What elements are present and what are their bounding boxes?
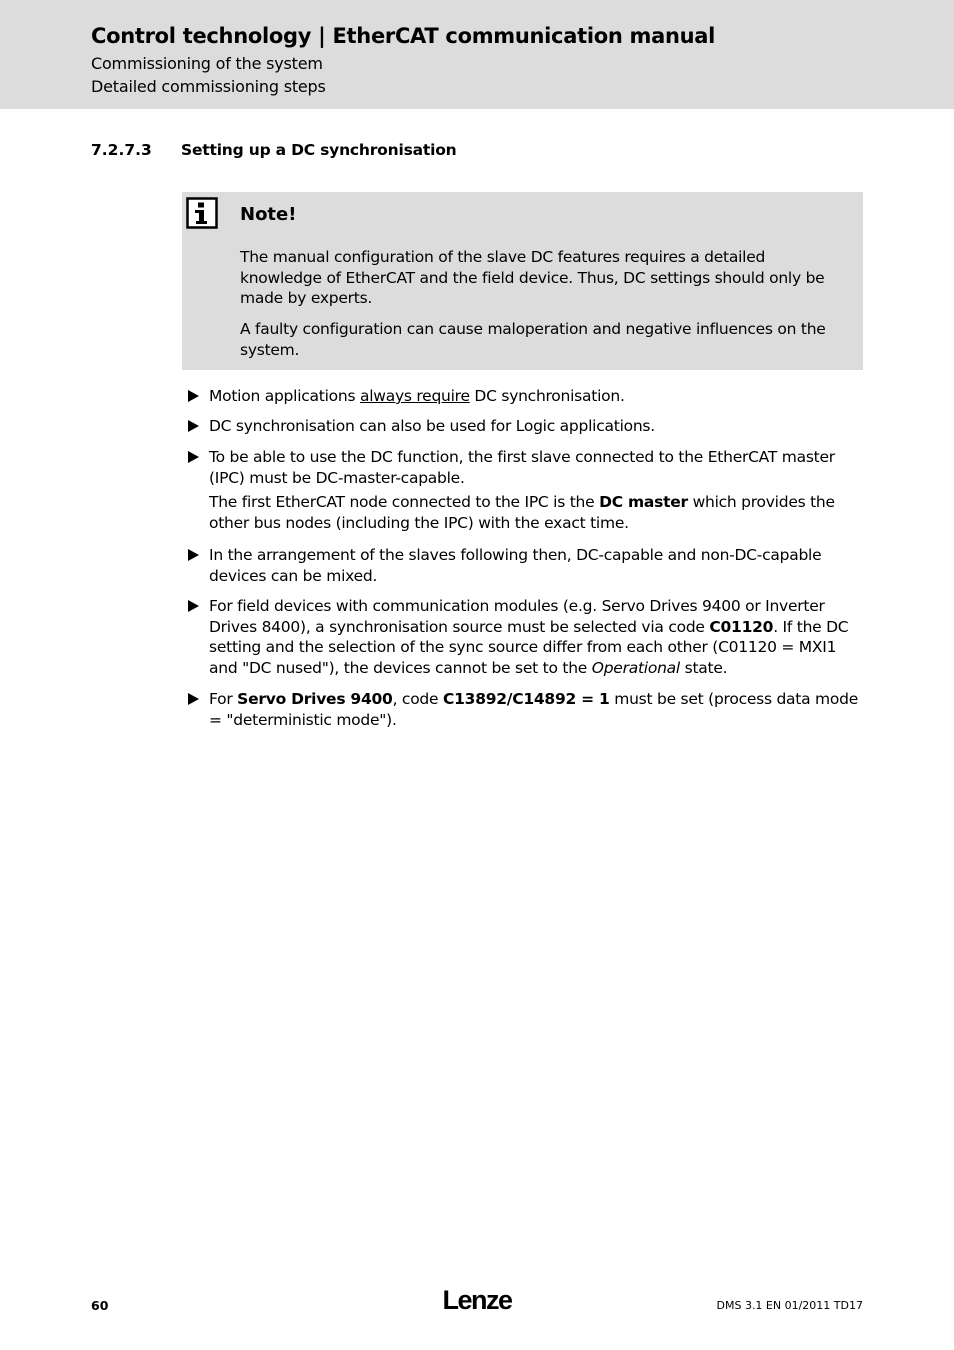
page-number: 60 <box>91 1298 109 1313</box>
breadcrumb-chapter: Commissioning of the system <box>91 54 323 73</box>
section-number: 7.2.7.3 <box>91 141 152 159</box>
info-icon <box>186 197 218 229</box>
section-title: Setting up a DC synchronisation <box>181 141 457 159</box>
note-heading: Note! <box>240 204 297 225</box>
bullet-text: DC synchronisation can also be used for Logic applications. <box>209 417 655 435</box>
list-item <box>187 689 867 730</box>
document-id: DMS 3.1 EN 01/2011 TD17 <box>716 1299 863 1312</box>
bullet-subtext: The first EtherCAT node connected to the IPC is the DC master which provides the other bus nodes (including the IPC) with the exact time. <box>209 493 835 533</box>
note-box <box>182 192 863 370</box>
bullet-arrow-icon <box>188 600 199 612</box>
breadcrumb-section: Detailed commissioning steps <box>91 77 326 96</box>
page-header <box>0 0 954 109</box>
bullet-text: For field devices with communication modules (e.g. Servo Drives 9400 or Inverter Drives 8400), a synchronisation source must be selected via code C01120. If the DC setting and the selection of the sync source differ from each other (C01120 = MXI1 and "DC nused"), the devices cannot be set to the Operational state. <box>209 597 849 678</box>
bullet-text: For Servo Drives 9400, code C13892/C14892 = 1 must be set (process data mode = "deterministic mode"). <box>209 690 859 729</box>
bullet-arrow-icon <box>188 390 199 402</box>
note-paragraph-2: A faulty configuration can cause maloperation and negative influences on the system. <box>240 320 826 359</box>
list-item <box>187 416 867 437</box>
list-item <box>187 447 867 534</box>
logo-text: Lenze <box>442 1285 512 1315</box>
bullet-arrow-icon <box>188 420 199 432</box>
note-paragraph-1: The manual configuration of the slave DC features requires a detailed knowledge of EtherCAT and the field device. Thus, DC settings should only be made by experts. <box>240 248 825 308</box>
bullet-text: In the arrangement of the slaves following then, DC-capable and non-DC-capable devices can be mixed. <box>209 546 822 585</box>
manual-title: Control technology | EtherCAT communication manual <box>91 24 716 48</box>
bullet-arrow-icon <box>188 451 199 463</box>
bullet-text: Motion applications always require DC synchronisation. <box>209 387 625 405</box>
bullet-arrow-icon <box>188 549 199 561</box>
bullet-arrow-icon <box>188 693 199 705</box>
list-item <box>187 596 867 679</box>
bullet-text: To be able to use the DC function, the first slave connected to the EtherCAT master (IPC) must be DC-master-capable. <box>209 448 835 487</box>
lenze-logo <box>437 1284 517 1316</box>
list-item <box>187 386 867 407</box>
list-item <box>187 545 867 586</box>
